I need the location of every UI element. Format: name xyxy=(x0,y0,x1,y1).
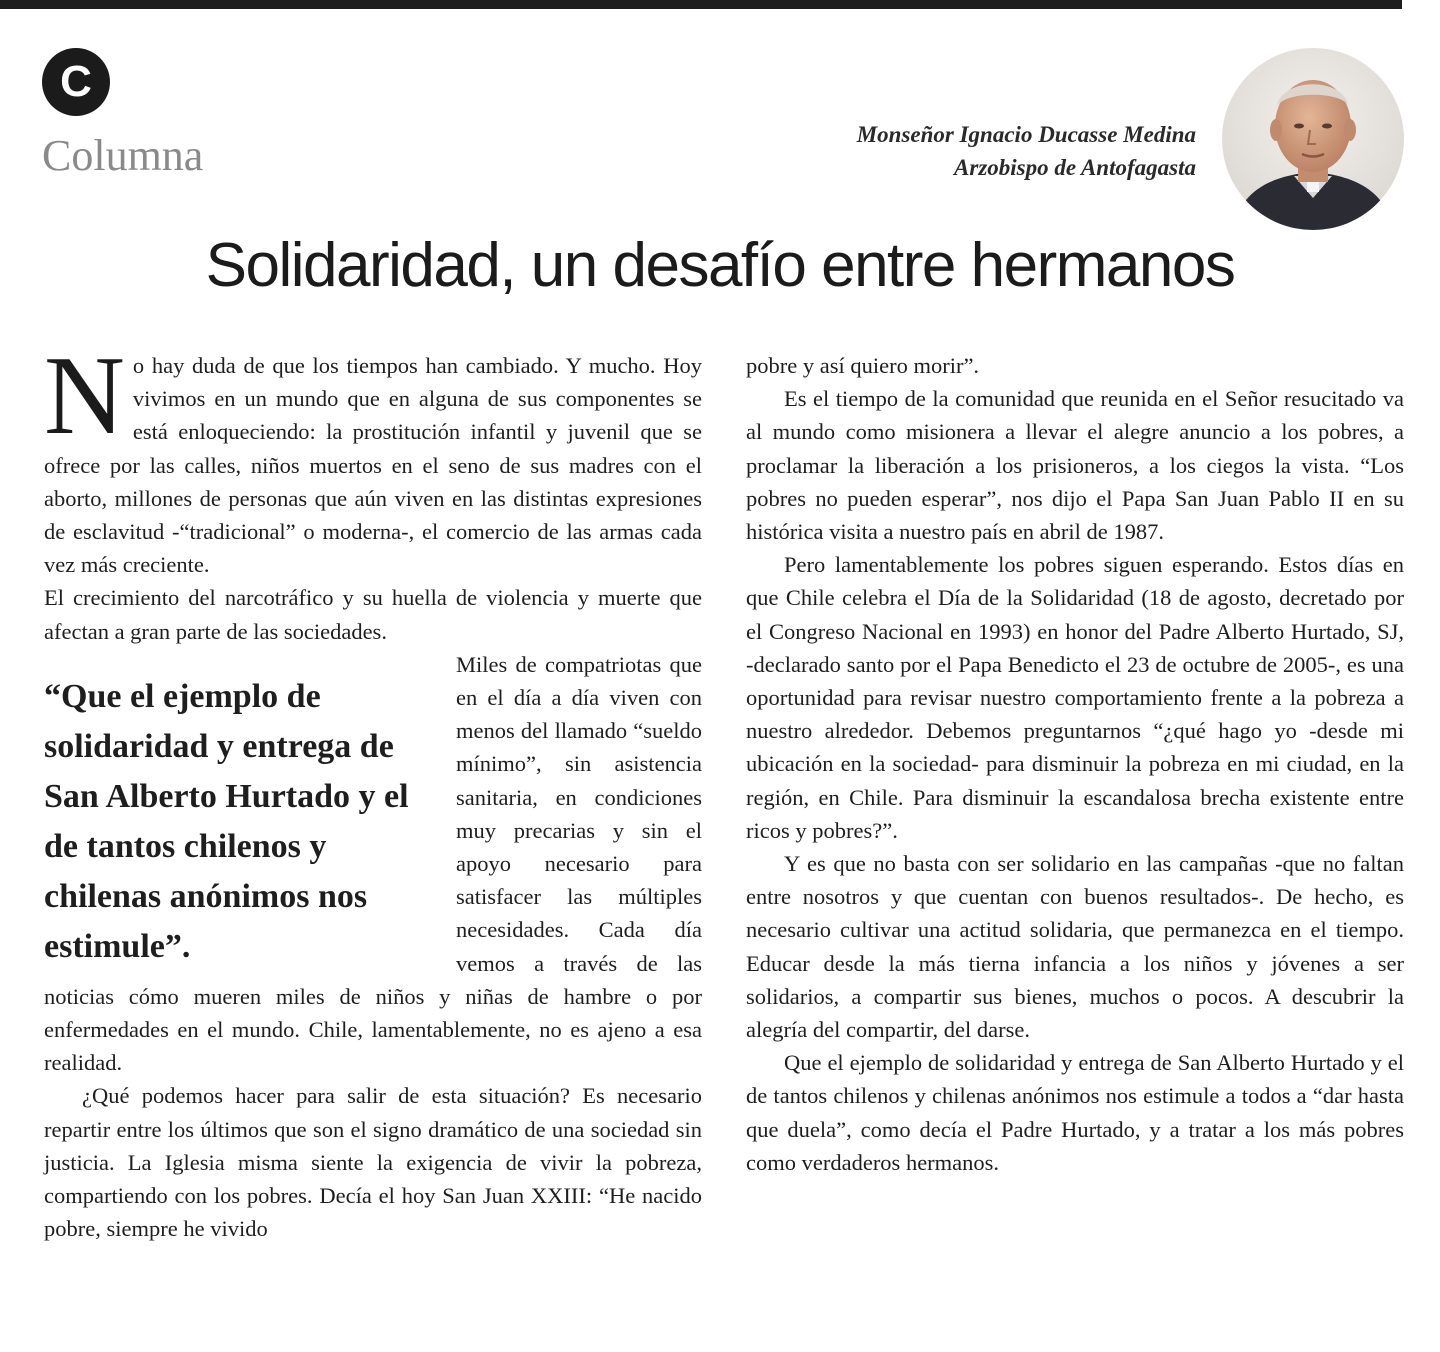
headline: Solidaridad, un desafío entre hermanos xyxy=(205,231,1235,300)
author-name: Monseñor Ignacio Ducasse Medina xyxy=(856,122,1196,147)
body-paragraph: Pero lamentablemente los pobres siguen esperando. Estos días en que Chile celebra el Día de la Solidaridad (18 de agosto, decretado por el Congreso Nacional en 1993) en honor del Padre Alberto Hurtado, SJ, -declarado santo por el Papa Benedicto el 23 de octubre de 2005-, es una oportunidad para revisar nuestro comportamiento frente a la pobreza a nuestro alrededor. Debemos preguntarnos “¿qué hago yo -desde mi ubicación en la sociedad- para disminuir la pobreza en mi ciudad, en la región, en Chile. Para disminuir la escandalosa brecha existente entre ricos y pobres?”. xyxy=(746,552,1404,843)
column-right xyxy=(746,349,1404,1179)
body-paragraph: Y es que no basta con ser solidario en las campañas -que no faltan entre nosotros y que cuentan con buenos resultados-. De hecho, es necesario cultivar una actitud solidaria, que permanezca en el tiempo. Educar desde la más tierna infancia a los niños y jóvenes a ser solidarios, a compartir sus bienes, muchos o pocos. A descubrir la alegría del compartir, del darse. xyxy=(746,851,1404,1043)
author-title: Arzobispo de Antofagasta xyxy=(954,155,1196,180)
body-paragraph: Es el tiempo de la comunidad que reunida en el Señor resucitado va al mundo como misionera a llevar el alegre anuncio a los pobres, a proclamar la liberación a los prisioneros, a los ciegos la vista. “Los pobres no pueden esperar”, nos dijo el Papa San Juan Pablo II en su histórica visita a nuestro país en abril de 1987. xyxy=(746,386,1404,545)
body-paragraph: ¿Qué podemos hacer para salir de esta situación? Es necesario repartir entre los últimos que son el signo dramático de una sociedad sin justicia. La Iglesia misma siente la exigencia de vivir la pobreza, compartiendo con los pobres. Decía el hoy San Juan XXIII: “He nacido pobre, siempre he vivido xyxy=(44,1083,702,1242)
top-rule xyxy=(0,0,1402,9)
paragraph-text: o hay duda de que los tiempos han cambiado. Y mucho. Hoy vivimos en un mundo que en alguna de sus componentes se está enloqueciendo: la prostitución infantil y juvenil que se ofrece por las calles, niños muertos en el seno de sus madres con el aborto, millones de personas que aún viven en las distintas expresiones de esclavitud -“tradicional” o moderna-, el comercio de las armas cada vez más creciente. xyxy=(44,353,702,578)
body-paragraph: Que el ejemplo de solidaridad y entrega de San Alberto Hurtado y el de tantos chilenos y chilenas anónimos nos estimule a todos a “dar hasta que duela”, como decía el Padre Hurtado, y a tratar a los más pobres como verdaderos hermanos. xyxy=(746,1050,1404,1175)
body-paragraph: El crecimiento del narcotráfico y su huella de violencia y muerte que afectan a gran parte de las sociedades. xyxy=(44,585,702,644)
body-paragraph: Miles de compatriotas que en el día a día viven con menos del llamado “sueldo mínimo”, sin asistencia sanitaria, en condiciones muy precarias y sin el apoyo necesario para satisfacer las múltiples necesidades. Cada día vemos a través de las noticias cómo mueren miles de niños y niñas de hambre o por enfermedades en el mundo. Chile, lamentablemente, no es ajeno a esa realidad. xyxy=(44,651,702,1076)
author-portrait xyxy=(1222,48,1404,230)
pull-quote: “Que el ejemplo de solidaridad y entrega de San Alberto Hurtado y el de tantos chilenos y chilenas anónimos nos estimule”. xyxy=(44,677,409,965)
section-badge: C xyxy=(42,48,110,116)
body-paragraph: pobre y así quiero morir”. xyxy=(746,353,980,378)
author-byline xyxy=(857,118,1196,184)
section-label: Columna xyxy=(42,131,204,180)
body-paragraph xyxy=(44,334,702,581)
column-left xyxy=(44,334,702,1245)
author-portrait-image xyxy=(1222,48,1404,230)
drop-cap: N xyxy=(44,334,125,458)
